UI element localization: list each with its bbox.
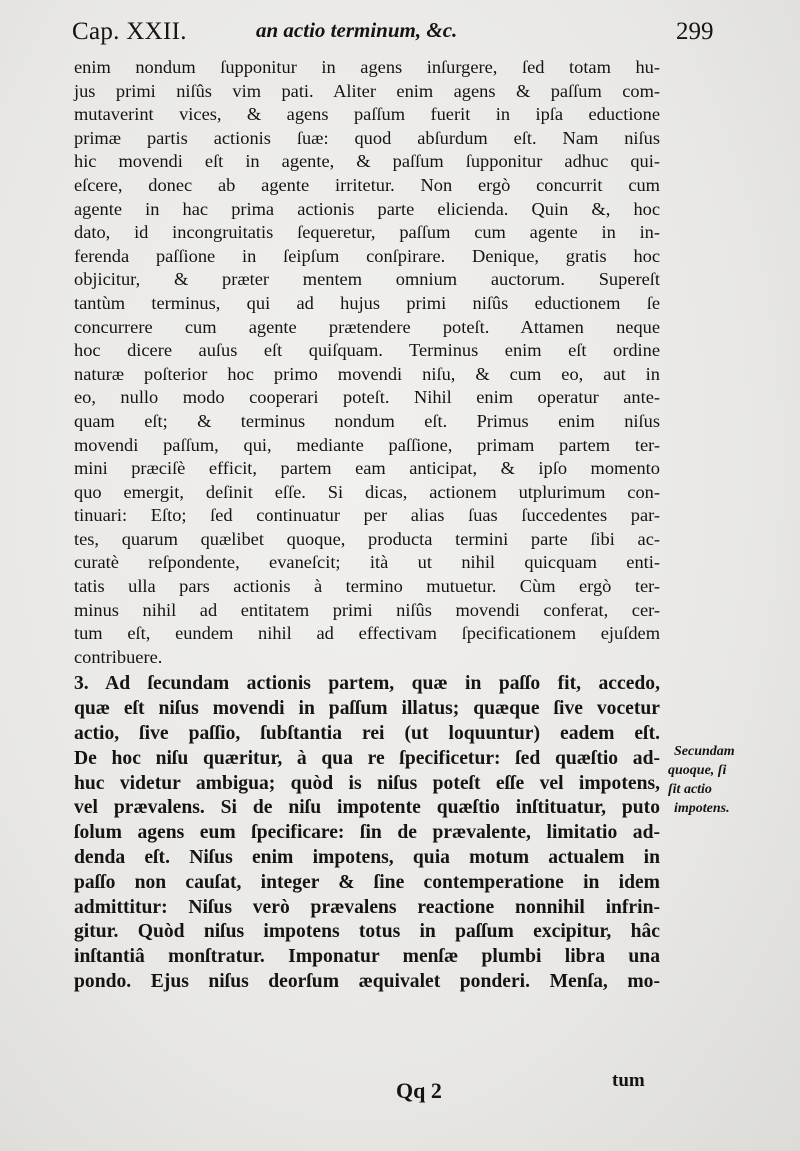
signature-mark: Qq 2 — [396, 1078, 442, 1103]
page-number: 299 — [676, 18, 714, 45]
paragraph-1 — [74, 56, 660, 669]
running-header — [0, 14, 800, 54]
text-line: tum eſt, eundem nihil ad effectivam ſpecificationem ejuſdem — [74, 623, 660, 644]
text-line: mini præciſè efficit, partem eam anticipat, & ipſo momento — [74, 458, 660, 479]
text-line: curatè reſpondente, evaneſcit; ità ut nihil quicquam enti- — [74, 552, 660, 573]
main-text-block — [74, 56, 660, 995]
text-line: pondo. Ejus niſus deorſum æquivalet ponderi. Menſa, mo- — [74, 971, 660, 992]
text-line: quam eſt; & terminus nondum eſt. Primus enim niſus — [74, 410, 660, 431]
text-line: admittitur: Niſus verò prævalens reactione nonnihil infrin- — [74, 896, 660, 918]
margin-note-line: ſit actio — [668, 782, 712, 797]
catchword: tum — [612, 1070, 645, 1091]
text-line: tatis ulla pars actionis à termino mutuetur. Cùm ergò ter- — [74, 576, 660, 597]
text-line: objicitur, & præter mentem omnium auctorum. Supereſt — [74, 269, 660, 290]
text-line: gitur. Quòd niſus impotens totus in paſſum excipitur, hâc — [74, 921, 660, 943]
text-line: quæ eſt niſus movendi in paſſum illatus; quæque ſive vocetur — [74, 698, 660, 720]
text-line: mutaverint vices, & agens paſſum fuerit in ipſa eductione — [74, 104, 660, 125]
text-line: ferenda paſſione in ſeipſum conſpirare. Denique, gratis hoc — [74, 245, 660, 266]
text-line: contribuere. — [74, 646, 163, 667]
margin-note — [664, 742, 794, 818]
margin-note-line: Secundam — [674, 744, 735, 759]
text-line: movendi paſſum, qui, mediante paſſione, primam partem ter- — [74, 434, 660, 455]
text-line: inſtantiâ monſtratur. Imponatur menſæ plumbi libra una — [74, 946, 660, 968]
text-line: denda eſt. Niſus enim impotens, quia motum actualem in — [74, 847, 660, 869]
margin-note-line: impotens. — [674, 801, 730, 816]
text-line: vel prævalens. Si de niſu impotente quæſtio inſtituatur, puto — [74, 797, 660, 819]
text-line: eſcere, donec ab agente irritetur. Non ergò concurrit cum — [74, 174, 660, 195]
text-line: concurrere cum agente prætendere poteſt. Attamen neque — [74, 316, 660, 337]
text-line: tinuari: Eſto; ſed continuatur per alias ſuas ſuccedentes par- — [74, 505, 660, 526]
margin-note-line: quoque, ſi — [668, 763, 727, 778]
text-line: naturæ poſterior hoc primo movendi niſu, & cum eo, aut in — [74, 363, 660, 384]
text-line: agente in hac prima actionis parte elicienda. Quin &, hoc — [74, 198, 660, 219]
text-line: ſolum agens eum ſpecificare: ſin de prævalente, limitatio ad- — [74, 822, 660, 844]
running-title: an actio terminum, &c. — [256, 18, 458, 42]
text-line: paſſo non cauſat, integer & ſine contemperatione in idem — [74, 871, 660, 893]
text-line: hic movendi eſt in agente, & paſſum ſupponitur adhuc qui- — [74, 151, 660, 172]
paragraph-2 — [74, 672, 660, 994]
text-line: jus primi niſûs vim pati. Aliter enim agens & paſſum com- — [74, 80, 660, 101]
text-line: 3. Ad ſecundam actionis partem, quæ in paſſo fit, accedo, — [74, 673, 660, 695]
chapter-heading: Cap. XXII. — [72, 18, 187, 45]
text-line: quo emergit, deſinit eſſe. Si dicas, actionem utplurimum con- — [74, 481, 660, 502]
text-line: eo, nullo modo cooperari poteſt. Nihil enim operatur ante- — [74, 387, 660, 408]
text-line: De hoc niſu quæritur, à qua re ſpecificetur: ſed quæſtio ad- — [74, 747, 660, 769]
text-line: enim nondum ſupponitur in agens inſurgere, ſed totam hu- — [74, 57, 660, 77]
text-line: huc videtur ambigua; quòd is niſus poteſt eſſe vel impotens, — [74, 772, 660, 794]
text-line: minus nihil ad entitatem primi niſûs movendi conferat, cer- — [74, 599, 660, 620]
text-line: hoc dicere auſus eſt quiſquam. Terminus enim eſt ordine — [74, 340, 660, 361]
text-line: tantùm terminus, qui ad hujus primi niſûs eductionem ſe — [74, 292, 660, 313]
text-line: primæ partis actionis ſuæ: quod abſurdum eſt. Nam niſus — [74, 127, 660, 148]
text-line: actio, ſive paſſio, ſubſtantia rei (ut loquuntur) eadem eſt. — [74, 723, 660, 745]
text-line: dato, id incongruitatis ſequeretur, paſſum cum agente in in- — [74, 222, 660, 243]
text-line: tes, quarum quælibet quoque, producta termini parte ſibi ac- — [74, 528, 660, 549]
